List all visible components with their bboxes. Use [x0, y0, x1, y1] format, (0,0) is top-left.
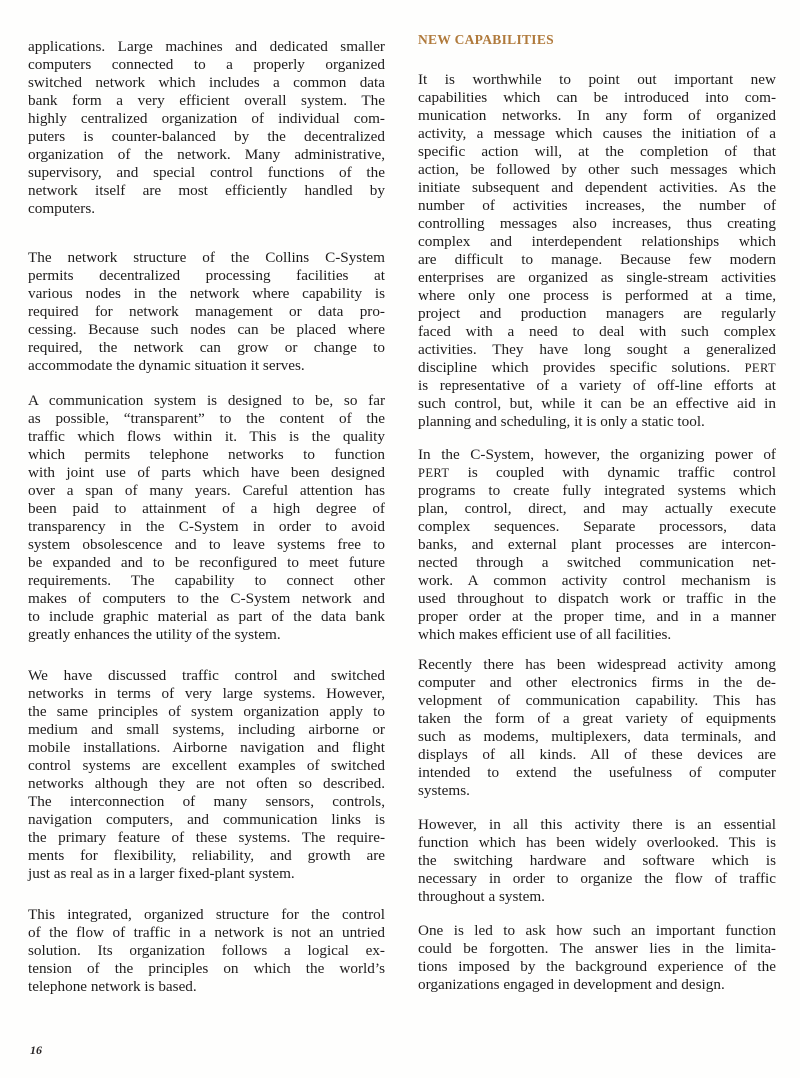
text-line: control systems are excellent examples of switched [28, 757, 385, 774]
text-line: applications. Large machines and dedicated smaller [28, 38, 385, 55]
text-line: banks, and external plant processes are intercon- [418, 536, 776, 553]
text-line: been paid to attainment of a high degree of [28, 500, 385, 517]
text-line: puters is counter-balanced by the decentralized [28, 128, 385, 145]
text-line: the switching hardware and software which is [418, 852, 776, 869]
paragraph-applications [28, 38, 385, 218]
text-line: complex sequences. Separate processors, data [418, 518, 776, 535]
text-line: necessary in order to organize the flow of traffic [418, 870, 776, 887]
text-line: computer and other electronics firms in the de- [418, 674, 776, 691]
text-line: faced with a need to deal with such complex [418, 323, 776, 340]
text-line: cessing. Because such nodes can be placed where [28, 321, 385, 338]
text-line: systems. [418, 782, 470, 799]
text-line: which makes efficient use of all facilities. [418, 626, 672, 643]
text-line: be expanded and to be reconfigured to meet future [28, 554, 385, 571]
text-line: tions imposed by the background experience of the [418, 958, 776, 975]
paragraph-integrated-structure [28, 906, 385, 996]
text-line: navigation computers, and communication links is [28, 811, 385, 828]
text-line: greatly enhances the utility of the system. [28, 626, 281, 643]
text-line: activity, a message which causes the initiation of a [418, 125, 776, 142]
text-line: plan, control, direct, and may actually execute [418, 500, 776, 517]
text-line: proper order at the proper time, and in a manner [418, 608, 776, 625]
text-line: is representative of a variety of off-line efforts at [418, 377, 776, 394]
acronym-pert: PERT [418, 466, 450, 480]
text-line: where only one process is performed at a time, [418, 287, 776, 304]
text-line: initiate subsequent and dependent activities. As the [418, 179, 776, 196]
text-line: planning and scheduling, it is only a static tool. [418, 413, 705, 430]
paragraph-network-structure [28, 249, 385, 375]
text-line: We have discussed traffic control and switched [28, 667, 385, 684]
paragraph-switching-overlooked [418, 816, 776, 906]
text-line: network itself are most efficiently handled by [28, 182, 385, 199]
section-heading: NEW CAPABILITIES [418, 32, 554, 47]
paragraph-new-capabilities [418, 71, 776, 431]
text-line: supervisory, and special control functions of the [28, 164, 385, 181]
text-line: permits decentralized processing facilities at [28, 267, 385, 284]
text-line: to include graphic material as part of the data bank [28, 608, 385, 625]
text-line: complex and interdependent relationships which [418, 233, 776, 250]
text-line: computers. [28, 200, 96, 217]
text-line: traffic which flows within it. This is the quality [28, 428, 385, 445]
text-line: of the flow of traffic in a network is not an untried [28, 924, 385, 941]
text-line: displays of all kinds. All of these devices are [418, 746, 776, 763]
text-line: highly centralized organization of individual com- [28, 110, 385, 127]
text-line: discipline which provides specific solutions. PERT [418, 359, 776, 376]
text-line: organizations engaged in development and design. [418, 976, 725, 993]
text-line: The interconnection of many sensors, controls, [28, 793, 385, 810]
text-line: accommodate the dynamic situation it serves. [28, 357, 305, 374]
text-line: tension of the principles on which the world’s [28, 960, 385, 977]
text-line: action, be followed by other such messages which [418, 161, 776, 178]
text-line: nected through a switched communication net- [418, 554, 776, 571]
text-line: transparency in the C-System in order to avoid [28, 518, 385, 535]
text-line: such control, but, while it can be an effective aid in [418, 395, 776, 412]
text-line: could be forgotten. The answer lies in the limita- [418, 940, 776, 957]
text-line: munication networks. In any form of organized [418, 107, 776, 124]
text-line: computers connected to a properly organized [28, 56, 385, 73]
text-line: mobile installations. Airborne navigation and flight [28, 739, 385, 756]
text-line: just as real as in a larger fixed-plant system. [28, 865, 295, 882]
paragraph-widespread-activity [418, 656, 776, 800]
text-line: which permits telephone networks to function [28, 446, 385, 463]
paragraph-c-system-pert [418, 446, 776, 644]
text-line: number of activities increases, the number of [418, 197, 776, 214]
text-line: In the C-System, however, the organizing power of [418, 446, 776, 463]
paragraph-traffic-control [28, 667, 385, 883]
text-line: project and production managers are regularly [418, 305, 776, 322]
text-line: such as modems, multiplexers, data terminals, and [418, 728, 776, 745]
text-line: programs to create fully integrated systems which [418, 482, 776, 499]
text-line: switched network which includes a common data [28, 74, 385, 91]
text-line: telephone network is based. [28, 978, 197, 995]
text-line: velopment of communication capability. This has [418, 692, 776, 709]
acronym-pert: PERT [744, 361, 776, 375]
text-line: It is worthwhile to point out important new [418, 71, 776, 88]
text-line: are difficult to manage. Because few modern [418, 251, 776, 268]
paragraph-transparent [28, 392, 385, 644]
text-line: throughout a system. [418, 888, 545, 905]
text-line: the same principles of system organization apply to [28, 703, 385, 720]
text-line: Recently there has been widespread activity among [418, 656, 776, 673]
paragraph-forgotten-function [418, 922, 776, 994]
text-line: This integrated, organized structure for the control [28, 906, 385, 923]
text-line: controlling messages also increases, thus creating [418, 215, 776, 232]
text-line: medium and small systems, including airborne or [28, 721, 385, 738]
text-line: used throughout to dispatch work or traffic in the [418, 590, 776, 607]
text-line: function which has been widely overlooked. This is [418, 834, 776, 851]
text-line: requirements. The capability to connect other [28, 572, 385, 589]
text-line: organization of the network. Many administrative, [28, 146, 385, 163]
page-number: 16 [30, 1043, 42, 1057]
text-line: networks although they are not often so described. [28, 775, 385, 792]
text-line: taken the form of a great variety of equipments [418, 710, 776, 727]
text-line: work. A common activity control mechanism is [418, 572, 776, 589]
text-line: A communication system is designed to be, so far [28, 392, 385, 409]
text-line: various nodes in the network where capability is [28, 285, 385, 302]
text-line: However, in all this activity there is an essential [418, 816, 776, 833]
text-line: solution. Its organization follows a logical ex- [28, 942, 385, 959]
text-line: as possible, “transparent” to the content of the [28, 410, 385, 427]
text-line: required for network management or data pro- [28, 303, 385, 320]
text-line: One is led to ask how such an important function [418, 922, 776, 939]
text-line: capabilities which can be introduced into com- [418, 89, 776, 106]
text-line: The network structure of the Collins C-System [28, 249, 385, 266]
text-line: intended to extend the usefulness of computer [418, 764, 776, 781]
text-line: over a span of many years. Careful attention has [28, 482, 385, 499]
text-line: ments for flexibility, reliability, and growth are [28, 847, 385, 864]
text-line: networks in terms of very large systems. However, [28, 685, 385, 702]
text-line: PERT is coupled with dynamic traffic control [418, 464, 776, 481]
text-line: the primary feature of these systems. The require- [28, 829, 385, 846]
text-line: system obsolescence and to leave systems free to [28, 536, 385, 553]
text-line: activities. They have long sought a generalized [418, 341, 776, 358]
text-line: enterprises are organized as single-stream activities [418, 269, 776, 286]
text-line: required, the network can grow or change to [28, 339, 385, 356]
text-line: bank form a very efficient overall system. The [28, 92, 385, 109]
text-line: with joint use of parts which have been designed [28, 464, 385, 481]
text-line: specific action will, at the completion of that [418, 143, 776, 160]
text-line: makes of computers to the C-System network and [28, 590, 385, 607]
